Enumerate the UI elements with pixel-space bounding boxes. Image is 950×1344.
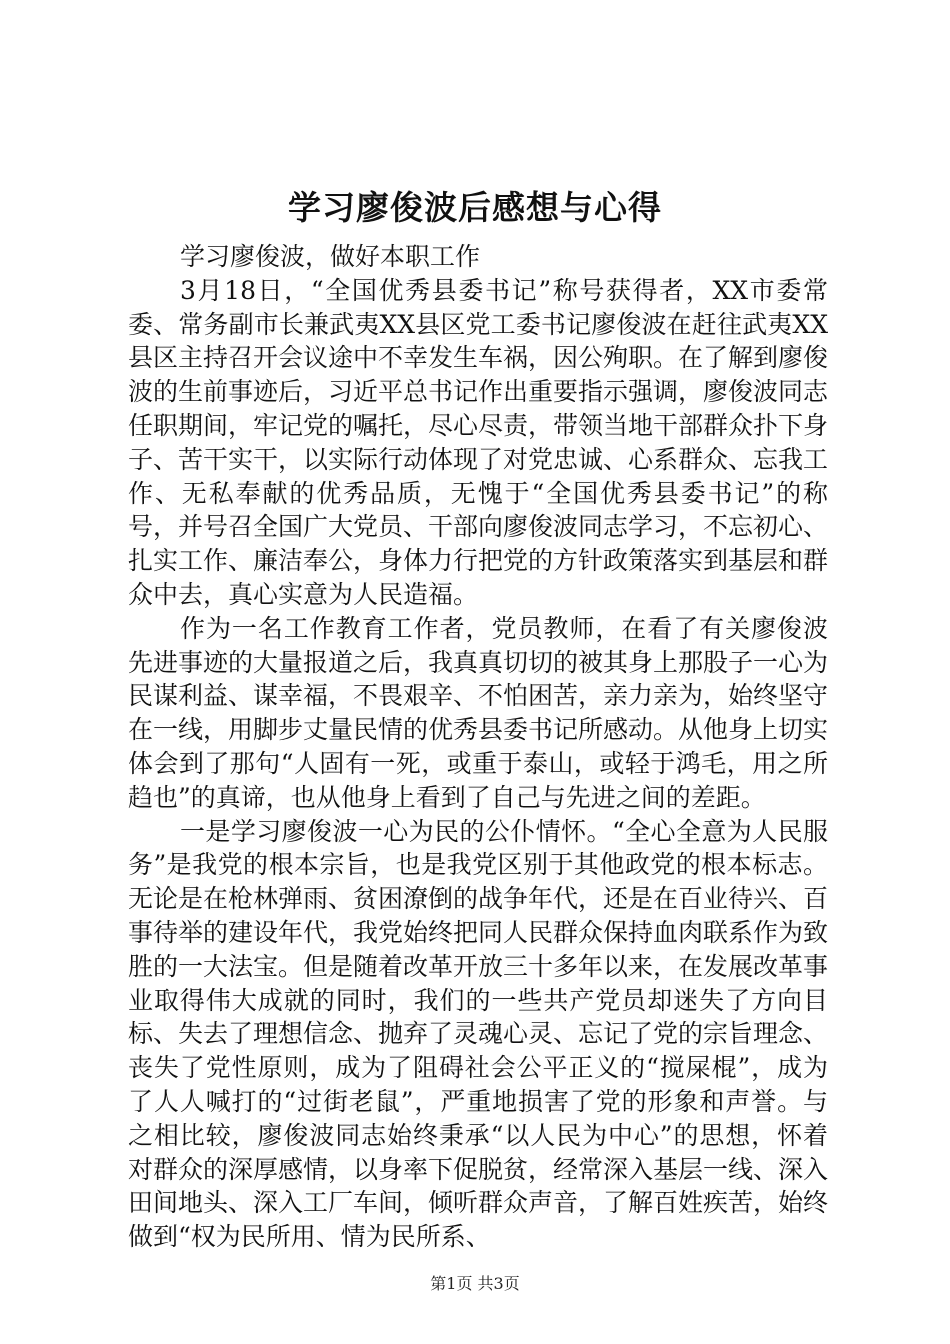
body-paragraph-1: 3月18日，“全国优秀县委书记”称号获得者，XX市委常委、常务副市长兼武夷XX县区党工委书记廖俊波在赶往武夷XX县区主持召开会议途中不幸发生车祸，因公殉职。在了解到廖俊波的生前事迹后，习近平总书记作出重要指示强调，廖俊波同志任职期间，牢记党的嘱托，尽心尽责，带领当地干部群众扑下身子、苦干实干，以实际行动体现了对党忠诚、心系群众、忘我工作、无私奉献的优秀品质，无愧于“全国优秀县委书记”的称号，并号召全国广大党员、干部向廖俊波同志学习，不忘初心、扎实工作、廉洁奉公，身体力行把党的方针政策落实到基层和群众中去，真心实意为人民造福。 bbox=[128, 275, 829, 609]
page-footer: 第1页 共3页 bbox=[430, 1274, 520, 1293]
body-paragraph-2: 作为一名工作教育工作者，党员教师，在看了有关廖俊波先进事迹的大量报道之后，我真真切切的被其身上那股子一心为民谋利益、谋幸福，不畏艰辛、不怕困苦，亲力亲为，始终坚守在一线，用脚步丈量民情的优秀县委书记所感动。从他身上切实体会到了那句“人固有一死，或重于泰山，或轻于鸿毛，用之所趋也”的真谛，也从他身上看到了自己与先进之间的差距。 bbox=[128, 613, 829, 812]
document-body bbox=[128, 240, 828, 1254]
document-title: 学习廖俊波后感想与心得 bbox=[288, 188, 662, 227]
body-paragraph-3: 一是学习廖俊波一心为民的公仆情怀。“全心全意为人民服务”是我党的根本宗旨，也是我党区别于其他政党的根本标志。无论是在枪林弹雨、贫困潦倒的战争年代，还是在百业待兴、百事待举的建设年代，我党始终把同人民群众保持血肉联系作为致胜的一大法宝。但是随着改革开放三十多年以来，在发展改革事业取得伟大成就的同时，我们的一些共产党员却迷失了方向目标、失去了理想信念、抛弃了灵魂心灵、忘记了党的宗旨理念、丧失了党性原则，成为了阻碍社会公平正义的“搅屎棍”，成为了人人喊打的“过街老鼠”，严重地损害了党的形象和声誉。与之相比较，廖俊波同志始终秉承“以人民为中心”的思想，怀着对群众的深厚感情，以身率下促脱贫，经常深入基层一线、深入田间地头、深入工厂车间，倾听群众声音，了解百姓疾苦，始终做到“权为民所用、情为民所系、 bbox=[128, 816, 829, 1252]
subtitle-paragraph: 学习廖俊波，做好本职工作 bbox=[180, 242, 481, 271]
